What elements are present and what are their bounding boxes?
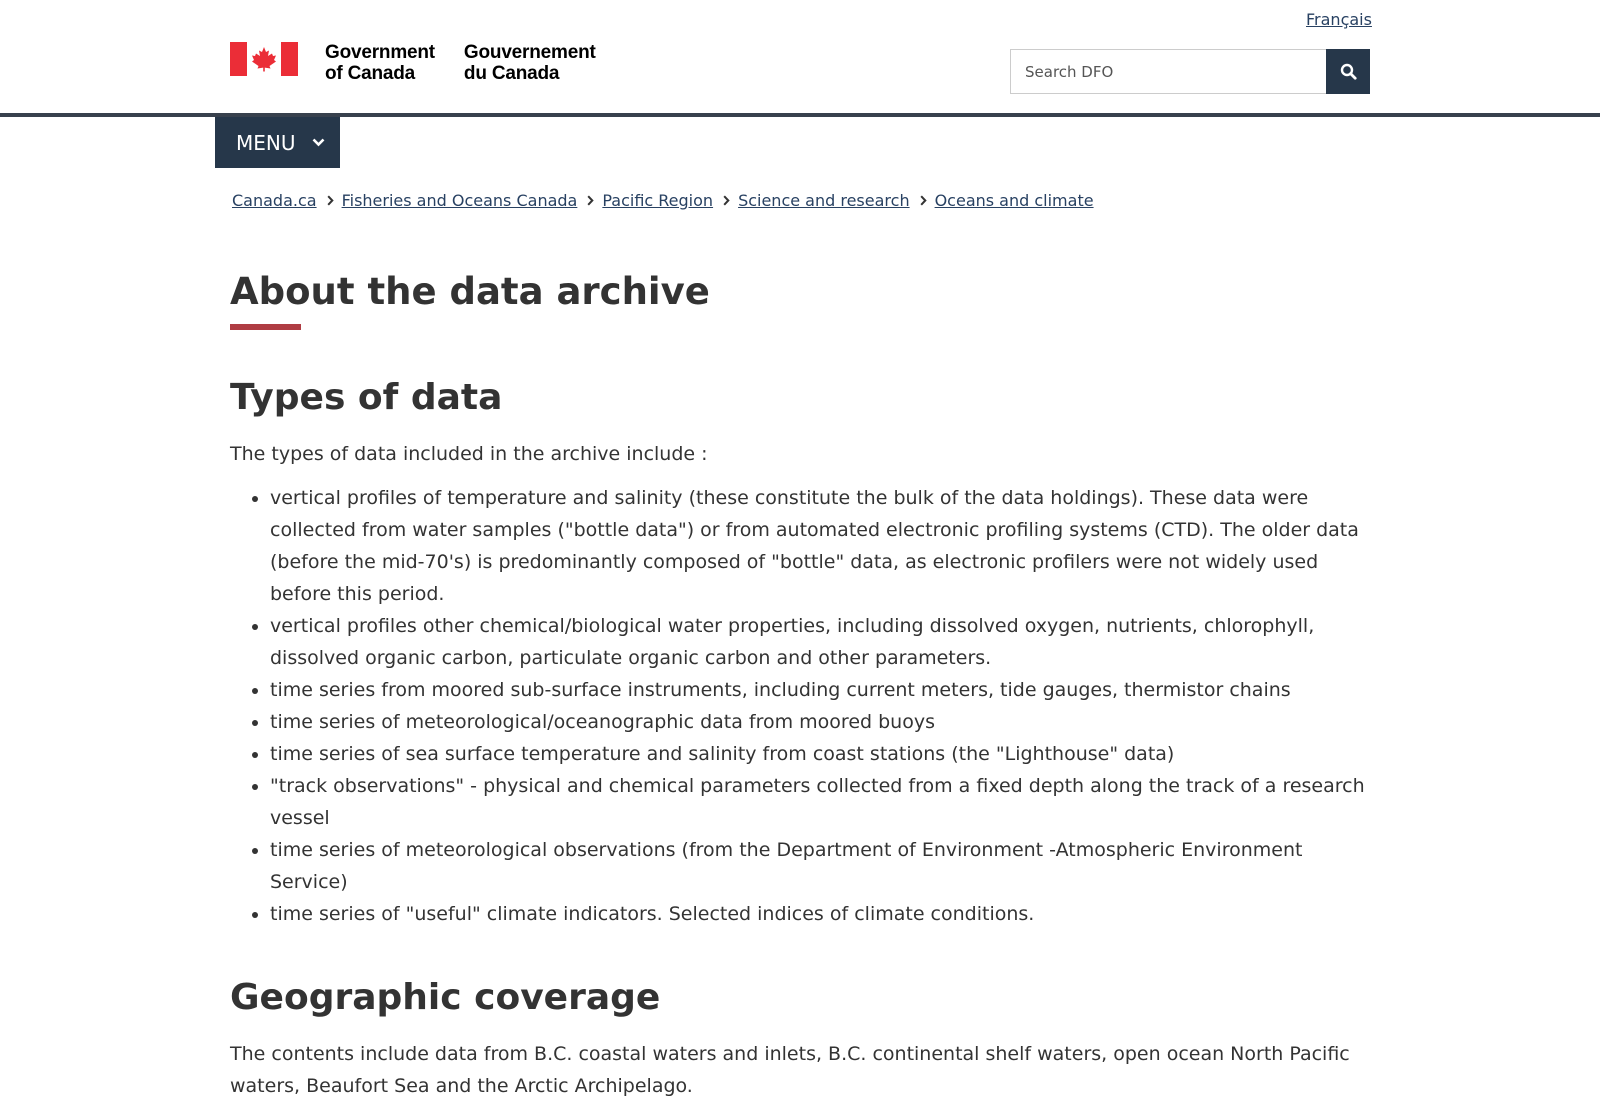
list-item: • time series of meteorological/oceanographic data from moored buoys (270, 706, 1375, 738)
main-content (230, 266, 1375, 1102)
search-input[interactable] (1010, 49, 1326, 94)
list-item: • time series from moored sub-surface instruments, including current meters, tide gauges, thermistor chains (270, 674, 1375, 706)
list-item: • time series of meteorological observations (from the Department of Environment -Atmospheric Environment Service) (270, 834, 1375, 898)
page-title: About the data archive (230, 270, 710, 313)
canada-flag-icon (230, 42, 298, 76)
chevron-right-icon (723, 195, 730, 206)
search-icon (1340, 63, 1357, 80)
signature-english (325, 42, 435, 84)
chevron-right-icon (920, 195, 927, 206)
signature-en-line1: Government (325, 42, 435, 63)
government-of-canada-signature[interactable] (230, 42, 596, 84)
data-types-list (230, 482, 1375, 930)
types-intro-text: The types of data included in the archive include : (230, 443, 708, 465)
breadcrumb-link-canada[interactable]: Canada.ca (232, 191, 317, 210)
list-item: • vertical profiles of temperature and salinity (these constitute the bulk of the data holdings). These data were collected from water samples ("bottle data") or from automated electronic profiling systems (CTD). The older data (before the mid-70's) is predominantly composed of "bottle" data, as electronic profilers were not widely used before this period. (270, 482, 1375, 610)
chevron-right-icon (587, 195, 594, 206)
chevron-right-icon (327, 195, 334, 206)
signature-french (464, 42, 596, 84)
title-underline (230, 324, 301, 330)
list-item: • "track observations" - physical and chemical parameters collected from a fixed depth along the track of a research vessel (270, 770, 1375, 834)
breadcrumb-link-pacific-region[interactable]: Pacific Region (602, 191, 714, 210)
search-button[interactable] (1326, 49, 1370, 94)
breadcrumb (232, 191, 1094, 210)
language-toggle-link[interactable]: Français (1306, 10, 1372, 29)
chevron-down-icon (312, 138, 325, 147)
list-item: • vertical profiles other chemical/biological water properties, including dissolved oxygen, nutrients, chlorophyll, dissolved organic carbon, particulate organic carbon and other parameters. (270, 610, 1375, 674)
list-item: • time series of sea surface temperature and salinity from coast stations (the "Lighthouse" data) (270, 738, 1375, 770)
list-item: • time series of "useful" climate indicators. Selected indices of climate conditions. (270, 898, 1375, 930)
signature-en-line2: of Canada (325, 63, 416, 84)
signature-fr-line2: du Canada (463, 63, 560, 84)
signature-fr-line1: Gouvernement (463, 42, 596, 63)
menu-label: MENU (236, 130, 296, 155)
breadcrumb-link-science-research[interactable]: Science and research (738, 191, 910, 210)
geographic-coverage-text: The contents include data from B.C. coastal waters and inlets, B.C. continental shelf waters, open ocean North Pacific waters, Beaufort Sea and the Arctic Archipelago. (230, 1043, 1350, 1097)
menu-button[interactable] (215, 117, 340, 168)
breadcrumb-link-dfo[interactable]: Fisheries and Oceans Canada (341, 191, 578, 210)
section-heading-types-of-data: Types of data (230, 377, 503, 418)
section-heading-geographic-coverage: Geographic coverage (230, 977, 661, 1018)
breadcrumb-link-oceans-climate[interactable]: Oceans and climate (934, 191, 1094, 210)
